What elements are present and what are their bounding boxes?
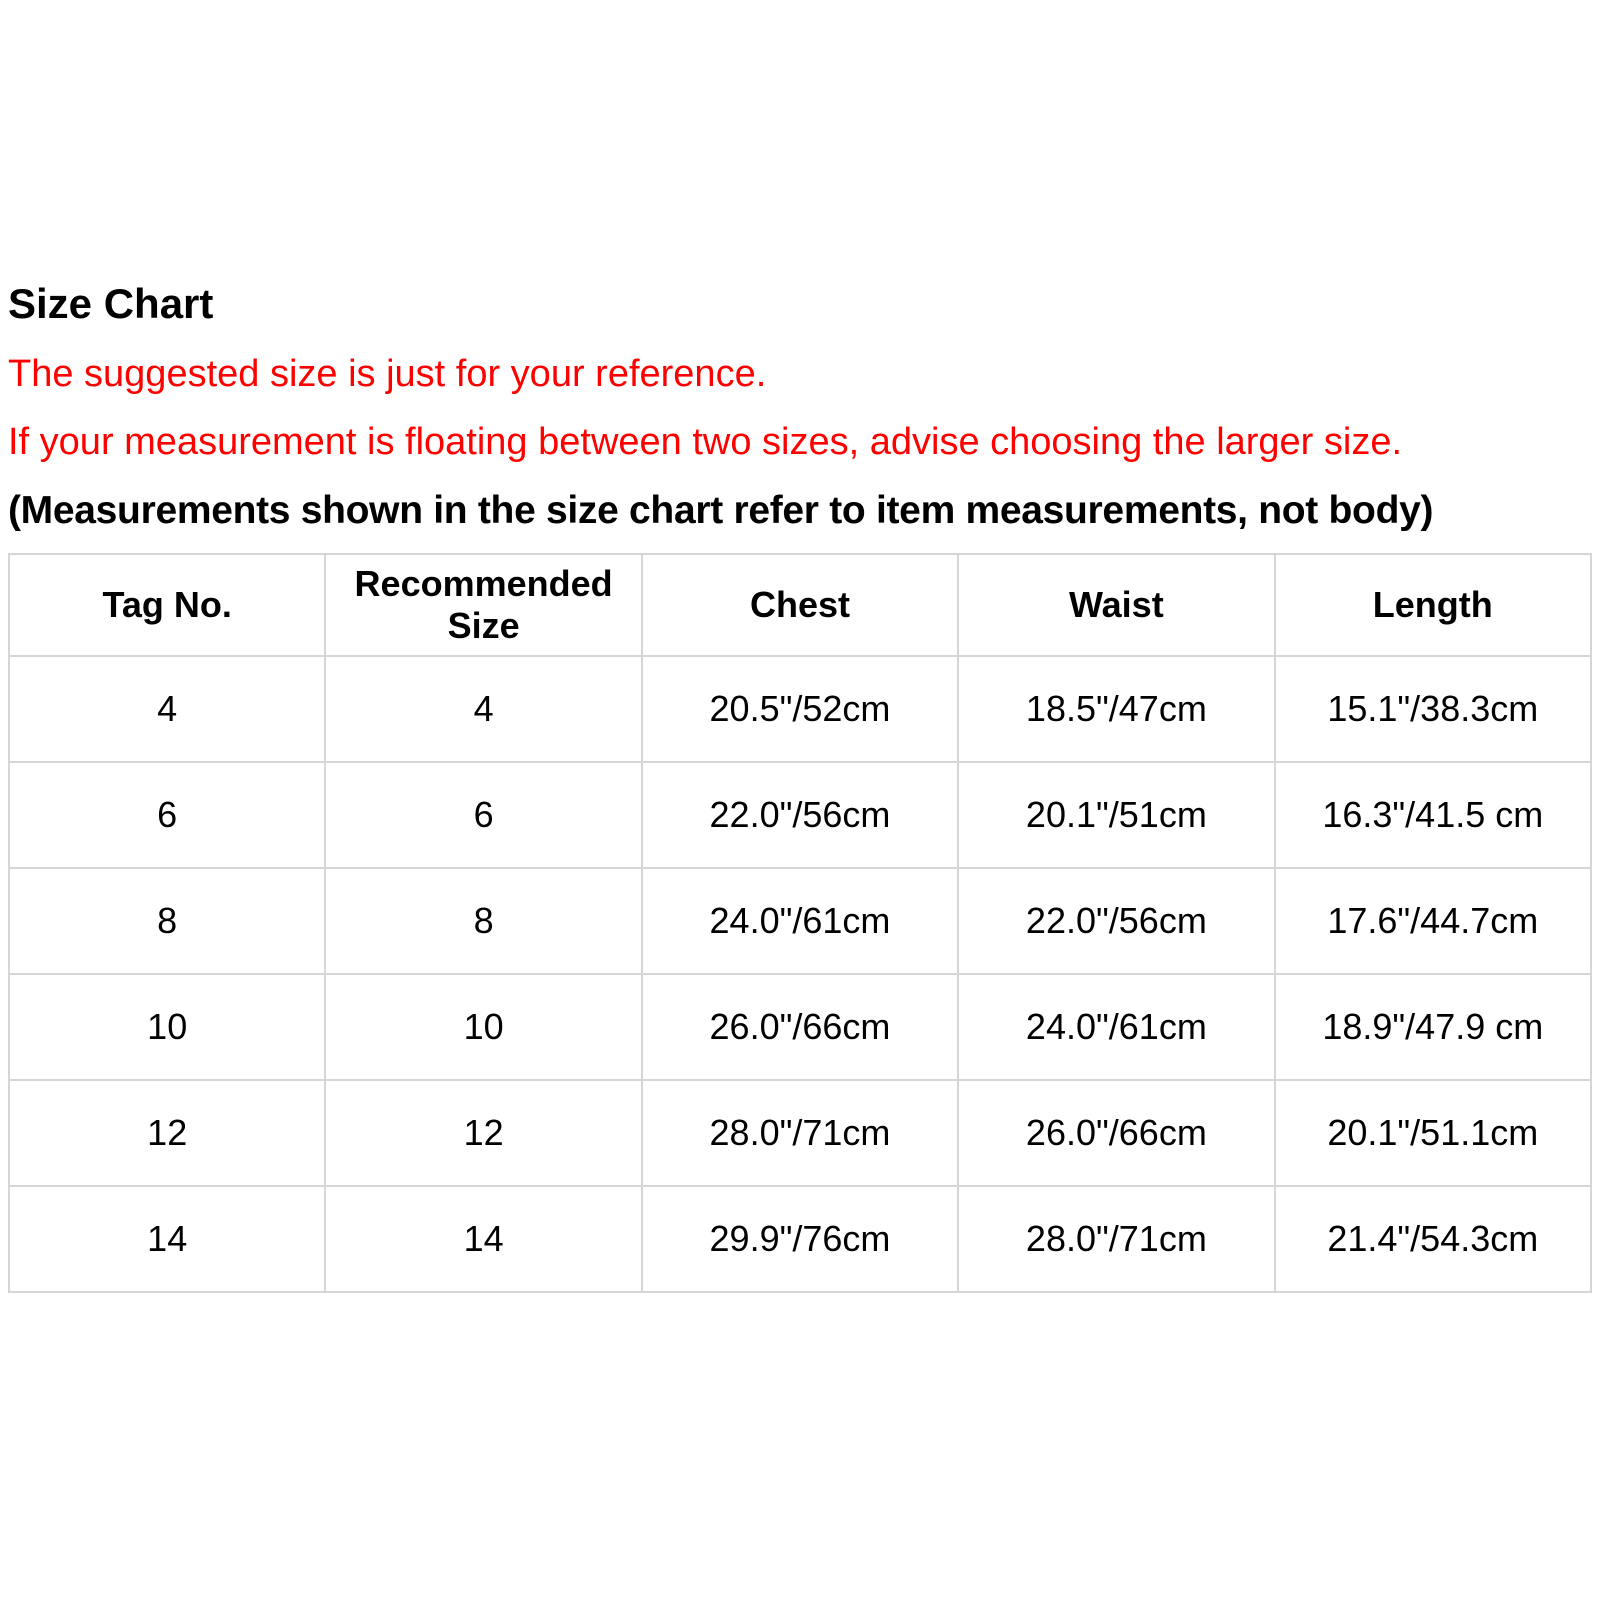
cell-waist: 24.0"/61cm [958,974,1274,1080]
cell-chest: 29.9"/76cm [642,1186,958,1292]
table-row [9,974,1591,1080]
cell-waist: 18.5"/47cm [958,656,1274,762]
cell-chest: 28.0"/71cm [642,1080,958,1186]
page-title: Size Chart [8,280,214,327]
table-row [9,1186,1591,1292]
cell-recommended-size: 14 [325,1186,641,1292]
cell-tag-no: 12 [9,1080,325,1186]
cell-recommended-size: 10 [325,974,641,1080]
cell-chest: 20.5"/52cm [642,656,958,762]
column-header-chest: Chest [642,554,958,656]
cell-length: 21.4"/54.3cm [1275,1186,1591,1292]
table-row [9,1080,1591,1186]
cell-recommended-size: 4 [325,656,641,762]
table-row [9,868,1591,974]
cell-waist: 28.0"/71cm [958,1186,1274,1292]
cell-waist: 22.0"/56cm [958,868,1274,974]
cell-chest: 24.0"/61cm [642,868,958,974]
size-chart-table [8,553,1592,1293]
cell-recommended-size: 8 [325,868,641,974]
table-header-row [9,554,1591,656]
cell-length: 17.6"/44.7cm [1275,868,1591,974]
cell-chest: 26.0"/66cm [642,974,958,1080]
cell-length: 18.9"/47.9 cm [1275,974,1591,1080]
column-header-waist: Waist [958,554,1274,656]
cell-recommended-size: 6 [325,762,641,868]
cell-tag-no: 10 [9,974,325,1080]
note-reference: The suggested size is just for your reference. [8,353,767,395]
cell-waist: 26.0"/66cm [958,1080,1274,1186]
table-row [9,762,1591,868]
cell-tag-no: 8 [9,868,325,974]
column-header-recommended-size: Recommended Size [325,554,641,656]
table-row [9,656,1591,762]
note-between-sizes: If your measurement is floating between two sizes, advise choosing the larger size. [8,421,1403,463]
cell-recommended-size: 12 [325,1080,641,1186]
cell-chest: 22.0"/56cm [642,762,958,868]
cell-length: 15.1"/38.3cm [1275,656,1591,762]
note-measurement-disclaimer: (Measurements shown in the size chart refer to item measurements, not body) [8,489,1434,532]
column-header-length: Length [1275,554,1591,656]
cell-length: 16.3"/41.5 cm [1275,762,1591,868]
cell-tag-no: 4 [9,656,325,762]
cell-waist: 20.1"/51cm [958,762,1274,868]
cell-tag-no: 6 [9,762,325,868]
cell-tag-no: 14 [9,1186,325,1292]
column-header-tag-no: Tag No. [9,554,325,656]
cell-length: 20.1"/51.1cm [1275,1080,1591,1186]
